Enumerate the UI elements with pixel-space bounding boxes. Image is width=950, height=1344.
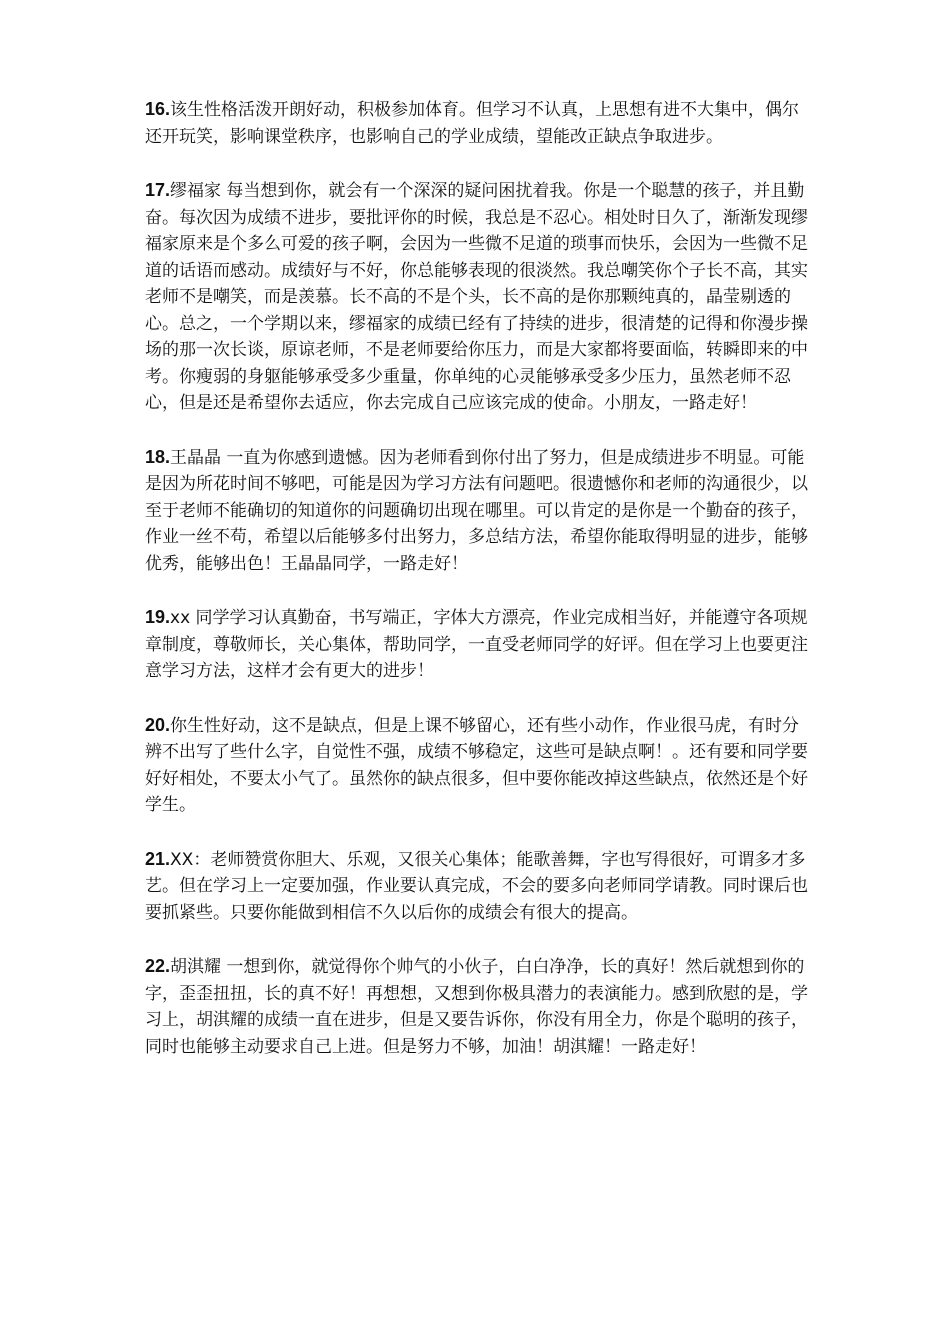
- entry-22: [145, 953, 810, 1060]
- entry-19: [145, 604, 810, 685]
- entry-number: 16.: [145, 99, 171, 119]
- entry-16: [145, 96, 810, 150]
- entry-text: 该生性格活泼开朗好动，积极参加体育。但学习不认真，上思想有进不大集中，偶尔还开玩笑，影响课堂秩序，也影响自己的学业成绩，望能改正缺点争取进步。: [145, 100, 800, 147]
- entry-text: 王晶晶 一直为你感到遗憾。因为老师看到你付出了努力，但是成绩进步不明显。可能是因为所花时间不够吧，可能是因为学习方法有问题吧。很遗憾你和老师的沟通很少，以至于老师不能确切的知道你的问题确切出现在哪里。可以肯定的是你是一个勤奋的孩子，作业一丝不苟，希望以后能够多付出努力，多总结方法，希望你能取得明显的进步，能够优秀，能够出色！王晶晶同学，一路走好！: [145, 447, 808, 574]
- entry-number: 17.: [145, 180, 171, 200]
- entry-17: [145, 177, 810, 417]
- entry-number: 22.: [145, 956, 171, 976]
- entry-number: 20.: [145, 714, 171, 735]
- entry-number: 18.: [145, 446, 171, 467]
- entry-text: XX：老师赞赏你胆大、乐观，又很关心集体；能歌善舞，字也写得很好，可谓多才多艺。但在学习上一定要加强，作业要认真完成，不会的要多向老师同学请教。同时课后也要抓紧些。只要你能做到相信不久以后你的成绩会有很大的提高。: [145, 849, 808, 923]
- entry-text: 缪福家 每当想到你，就会有一个深深的疑问困扰着我。你是一个聪慧的孩子，并且勤奋。每次因为成绩不进步，要批评你的时候，我总是不忍心。相处时日久了，渐渐发现缪福家原来是个多么可爱的孩子啊，会因为一些微不足道的琐事而快乐，会因为一些微不足道的话语而感动。成绩好与不好，你总能够表现的很淡然。我总嘲笑你个子长不高，其实老师不是嘲笑，而是羡慕。长不高的不是个头，长不高的是你那颗纯真的，晶莹剔透的心。总之，一个学期以来，缪福家的成绩已经有了持续的进步，很清楚的记得和你漫步操场的那一次长谈，原谅老师，不是老师要给你压力，而是大家都将要面临，转瞬即来的中考。你瘦弱的身躯能够承受多少重量，你单纯的心灵能够承受多少压力，虽然老师不忍心，但是还是希望你去适应，你去完成自己应该完成的使命。小朋友，一路走好！: [145, 181, 808, 413]
- entry-18: [145, 444, 810, 578]
- entry-number: 21.: [145, 848, 171, 869]
- document-body: [145, 96, 810, 1087]
- entry-text: xx 同学学习认真勤奋，书写端正，字体大方漂亮，作业完成相当好，并能遵守各项规章制度，尊敬师长，关心集体，帮助同学，一直受老师同学的好评。但在学习上也要更注意学习方法，这样才会有更大的进步！: [145, 608, 808, 681]
- entry-20: [145, 712, 810, 819]
- entry-text: 你生性好动，这不是缺点，但是上课不够留心，还有些小动作，作业很马虎，有时分辨不出写了些什么字，自觉性不强，成绩不够稳定，这些可是缺点啊！。还有要和同学要好好相处，不要太小气了。虽然你的缺点很多，但中要你能改掉这些缺点，依然还是个好学生。: [145, 715, 808, 815]
- entry-21: [145, 846, 810, 927]
- entry-number: 19.: [145, 607, 171, 627]
- entry-text: 胡淇耀 一想到你，就觉得你个帅气的小伙子，白白净净，长的真好！然后就想到你的字，歪歪扭扭，长的真不好！再想想，又想到你极具潜力的表演能力。感到欣慰的是，学习上，胡淇耀的成绩一直在进步，但是又要告诉你，你没有用全力，你是个聪明的孩子，同时也能够主动要求自己上进。但是努力不够，加油！胡淇耀！一路走好！: [145, 957, 808, 1057]
